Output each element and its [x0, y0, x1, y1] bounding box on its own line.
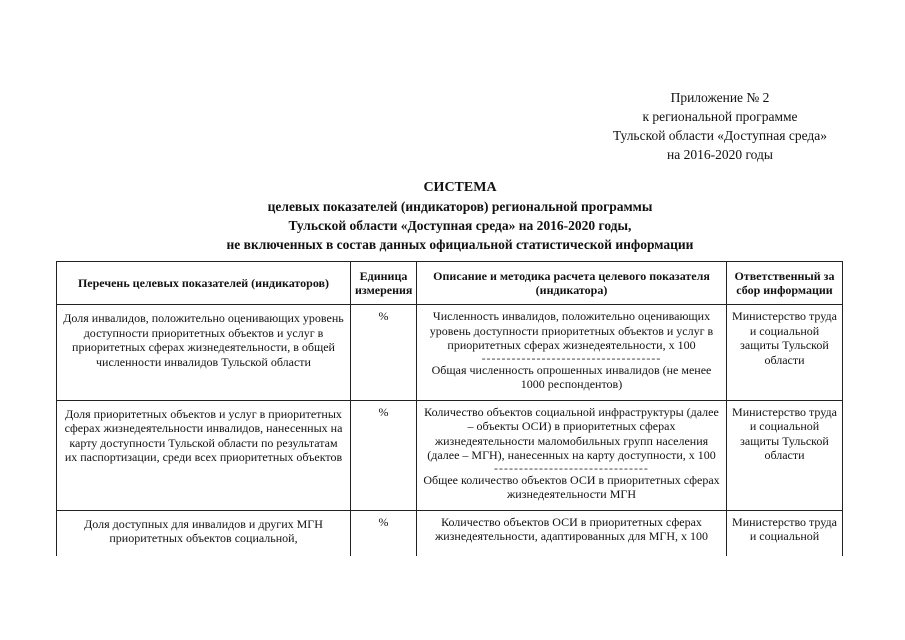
indicator-name: Доля приоритетных объектов и услуг в приоритетных сферах жизнедеятельности инвалидов, нанесенных на карту доступности Тульской области по результатам их паспортизации, среди всех приоритетных объектов	[57, 400, 351, 510]
indicator-name: Доля инвалидов, положительно оценивающих уровень доступности приоритетных объектов и услуг в приоритетных сферах жизнедеятельности, в общей численности инвалидов Тульской области	[57, 305, 351, 401]
header-method: Описание и методика расчета целевого показателя (индикатора)	[417, 262, 727, 305]
indicator-responsible: Министерство труда и социальной защиты Тульской области	[727, 305, 843, 401]
title-line-3: не включенных в состав данных официальной статистической информации	[226, 237, 694, 252]
method-denominator: Общая численность опрошенных инвалидов (не менее 1000 респондентов)	[431, 362, 712, 391]
appendix-number: Приложение № 2	[670, 90, 770, 105]
table-row	[57, 510, 843, 556]
indicators-table	[56, 261, 843, 556]
fraction-line: -------------------------------	[494, 462, 649, 473]
appendix-program-ref: к региональной программе	[642, 109, 798, 124]
document-title	[60, 178, 860, 254]
method-denominator: Общее количество объектов ОСИ в приоритетных сферах жизнедеятельности МГН	[423, 472, 720, 501]
appendix-program-name: Тульской области «Доступная среда»	[612, 128, 828, 143]
indicator-method	[417, 400, 727, 510]
appendix-period: на 2016-2020 годы	[667, 147, 773, 162]
method-numerator: Количество объектов ОСИ в приоритетных сферах жизнедеятельности, адаптированных для МГН, х 100	[434, 514, 709, 543]
title-line-2: Тульской области «Доступная среда» на 2016-2020 годы,	[288, 218, 632, 233]
indicator-unit: %	[351, 510, 417, 556]
method-numerator: Количество объектов социальной инфраструктуры (далее – объекты ОСИ) в приоритетных сферах жизнедеятельности маломобильных групп населения (далее – МГН), нанесенных на карту доступности, х 100	[424, 404, 719, 462]
header-indicator-list: Перечень целевых показателей (индикаторов)	[57, 262, 351, 305]
table-row	[57, 305, 843, 401]
fraction-line: ------------------------------------	[481, 352, 662, 363]
header-responsible: Ответственный за сбор информации	[727, 262, 843, 305]
indicator-unit: %	[351, 305, 417, 401]
method-numerator: Численность инвалидов, положительно оценивающих уровень доступности приоритетных объектов и услуг в приоритетных сферах жизнедеятельности, х 100	[429, 309, 714, 352]
title-line-1: целевых показателей (индикаторов) региональной программы	[267, 199, 653, 214]
table-header-row	[57, 262, 843, 305]
indicator-method	[417, 305, 727, 401]
appendix-header	[560, 88, 880, 164]
table-row	[57, 400, 843, 510]
indicator-unit: %	[351, 400, 417, 510]
header-unit: Единица измерения	[351, 262, 417, 305]
title-main: СИСТЕМА	[423, 180, 497, 195]
indicator-method	[417, 510, 727, 556]
indicator-name: Доля доступных для инвалидов и других МГН приоритетных объектов социальной,	[57, 510, 351, 556]
indicator-responsible: Министерство труда и социальной	[727, 510, 843, 556]
indicator-responsible: Министерство труда и социальной защиты Тульской области	[727, 400, 843, 510]
